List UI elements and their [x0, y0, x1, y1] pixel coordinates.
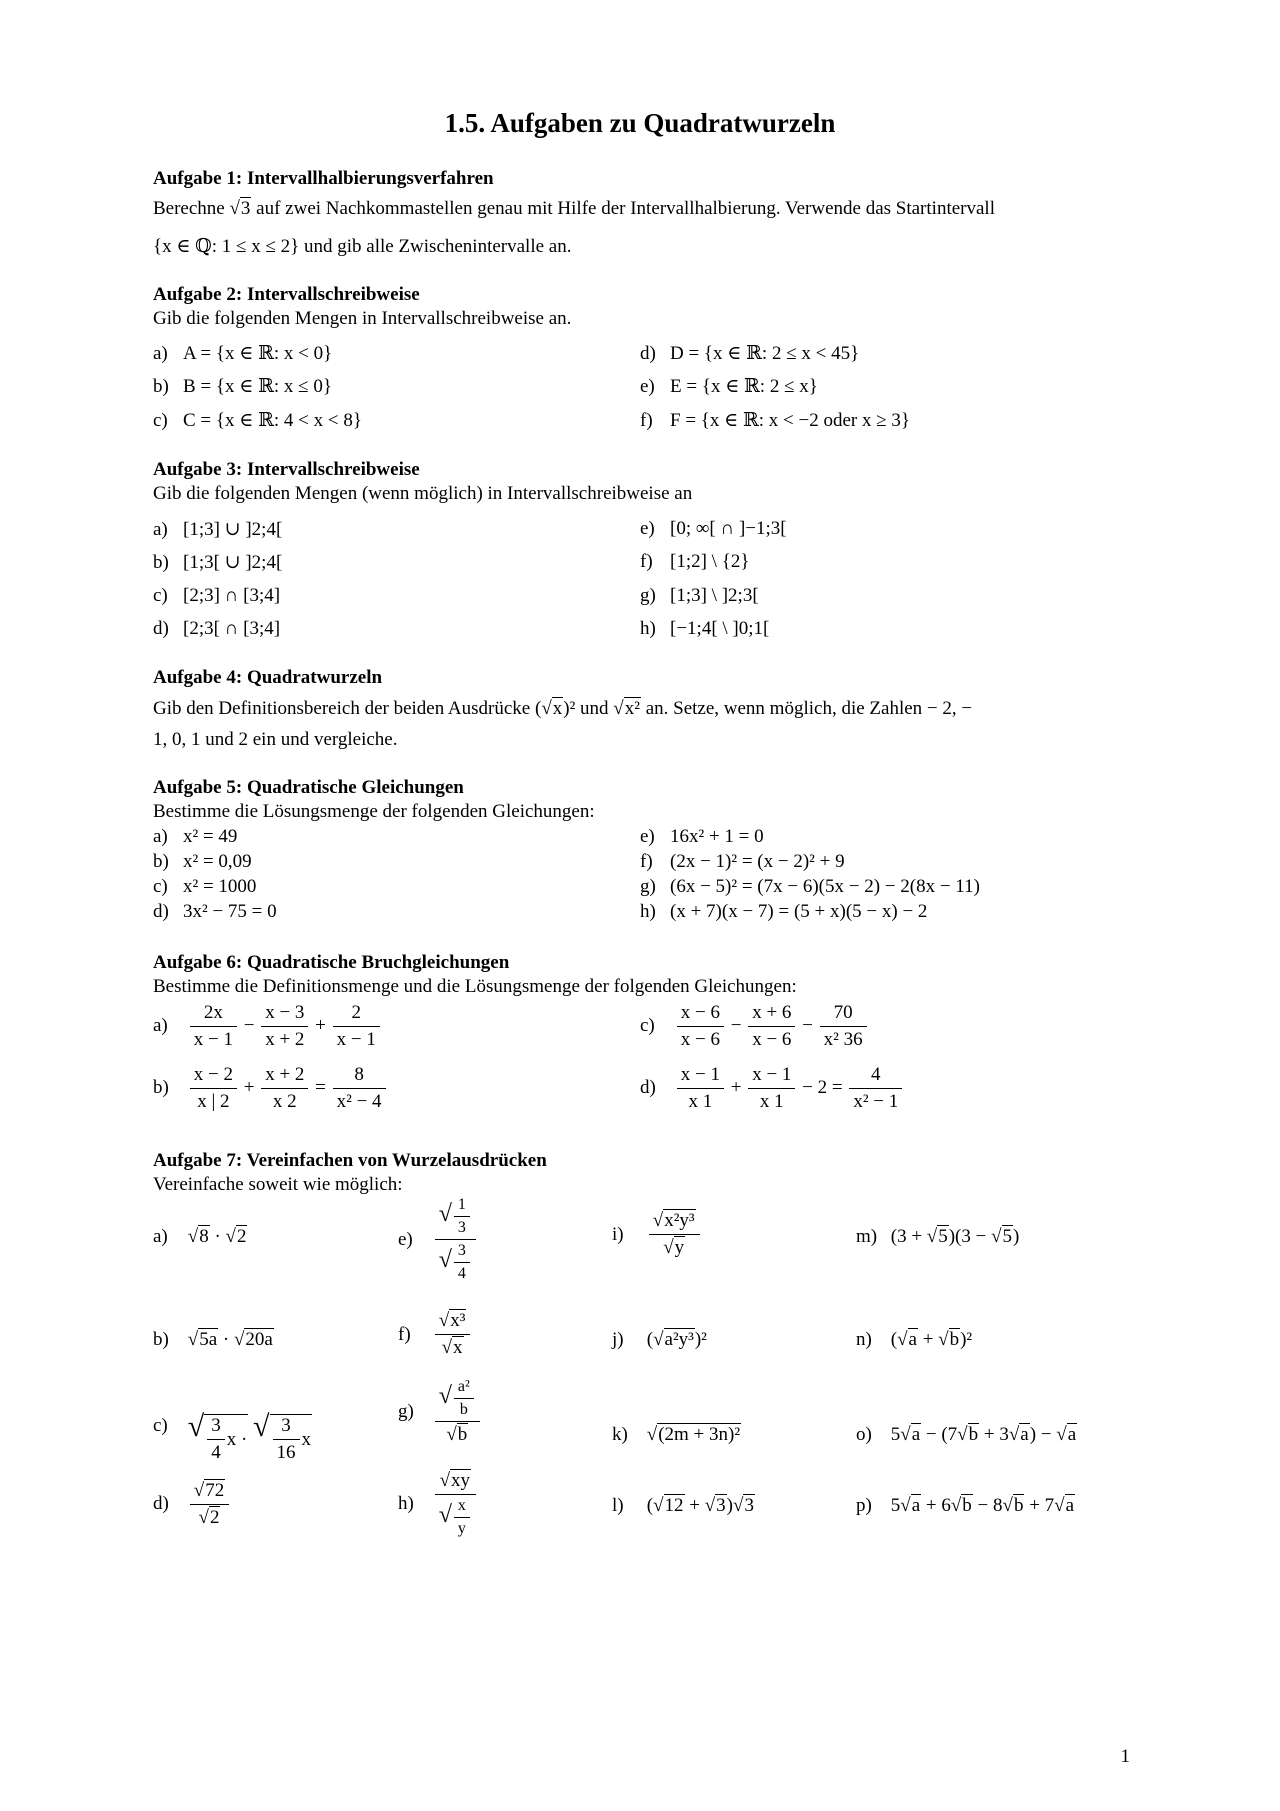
page-title: 1.5. Aufgaben zu Quadratwurzeln: [444, 108, 836, 138]
task-3-title: Aufgabe 3: Intervallschreibweise: [153, 459, 420, 480]
task-4-line-1: Gib den Definitionsbereich der beiden Ausdrücke (√x)² und √x² an. Setze, wenn möglich, die Zahlen − 2, −: [153, 698, 973, 719]
task-5-intro: Bestimme die Lösungsmenge der folgenden Gleichungen:: [153, 801, 595, 822]
task-5-item: g) (6x − 5)² = (7x − 6)(5x − 2) − 2(8x − 11): [640, 876, 980, 897]
task-7-intro: Vereinfache soweit wie möglich:: [153, 1174, 403, 1195]
task-7-item-o: o) 5√a − (7√b + 3√a) − √a: [856, 1424, 1077, 1445]
task-4-title: Aufgabe 4: Quadratwurzeln: [153, 667, 383, 688]
task-5-item: h) (x + 7)(x − 7) = (5 + x)(5 − x) − 2: [640, 901, 928, 922]
task-2-item: b) B = {x ∈ ℝ: x ≤ 0}: [153, 376, 332, 397]
task-7-item-p: p) 5√a + 6√b − 8√b + 7√a: [856, 1495, 1075, 1516]
task-4-line-2: 1, 0, 1 und 2 ein und vergleiche.: [153, 729, 398, 750]
task-5-title: Aufgabe 5: Quadratische Gleichungen: [153, 777, 464, 798]
task-5-item: d) 3x² − 75 = 0: [153, 901, 277, 922]
task-7-item-b: b) √5a · √20a: [153, 1329, 273, 1350]
task-2-item: d) D = {x ∈ ℝ: 2 ≤ x < 45}: [640, 343, 860, 364]
task-5-item: f) (2x − 1)² = (x − 2)² + 9: [640, 851, 845, 872]
task-3-item: a) [1;3] ∪ ]2;4[: [153, 519, 283, 540]
task-1-line-2: {x ∈ ℚ: 1 ≤ x ≤ 2} und gib alle Zwischenintervalle an.: [153, 236, 572, 257]
task-7-item-m: m) (3 + √5)(3 − √5): [856, 1226, 1020, 1247]
task-7-item-f: f) $\frac{\text{√x³}}{√x}$: [398, 1310, 472, 1359]
task-7-item-h: h) √xy √ $\frac{x}{y}$: [398, 1470, 478, 1538]
task-7-item-a: a) √8 · √2: [153, 1226, 247, 1247]
sqrt-x: √x: [541, 698, 563, 719]
task-3-item: g) [1;3] \ ]2;3[: [640, 585, 759, 606]
task-7-item-e: e) √ $\frac{1}{3}$ √ $\frac{3}{4}$: [398, 1196, 478, 1283]
task-7-item-l: l) (√12 + √3)√3: [612, 1495, 754, 1516]
task-6-equation-c: c) $\frac{x - 6}{x - 6}$ − $\frac{x + 6}{x - 6}$ − $\frac{70}{\text{x² 36}}$: [640, 1002, 869, 1051]
task-3-item: f) [1;2] \ {2}: [640, 551, 750, 572]
task-1-title: Aufgabe 1: Intervallhalbierungsverfahren: [153, 168, 494, 189]
task-6-title: Aufgabe 6: Quadratische Bruchgleichungen: [153, 952, 510, 973]
task-7-item-n: n) (√a + √b)²: [856, 1329, 973, 1350]
task-6-equation-b: b) $\frac{x - 2}{x | 2}$ + $\frac{x + 2}{x 2}$ = $\frac{8}{\text{x² − 4}}$: [153, 1064, 388, 1113]
task-3-item: h) [−1;4[ \ ]0;1[: [640, 618, 770, 639]
task-2-item: a) A = {x ∈ ℝ: x < 0}: [153, 343, 333, 364]
task-6-intro: Bestimme die Definitionsmenge und die Lösungsmenge der folgenden Gleichungen:: [153, 976, 797, 997]
task-2-intro: Gib die folgenden Mengen in Intervallschreibweise an.: [153, 308, 572, 329]
task-2-title: Aufgabe 2: Intervallschreibweise: [153, 284, 420, 305]
task-1-text-post: auf zwei Nachkommastellen genau mit Hilfe der Intervallhalbierung. Verwende das Startintervall: [256, 198, 995, 219]
task-7-title: Aufgabe 7: Vereinfachen von Wurzelausdrücken: [153, 1150, 547, 1171]
task-2-item: c) C = {x ∈ ℝ: 4 < x < 8}: [153, 410, 362, 431]
task-7-item-k: k) √(2m + 3n)²: [612, 1424, 741, 1445]
task-6-equation-d: d) $\frac{x - 1}{x 1}$ + $\frac{x - 1}{x 1}$ − 2 = $\frac{4}{\text{x² − 1}}$: [640, 1064, 904, 1113]
page-number: 1: [1120, 1746, 1130, 1767]
task-5-item: c) x² = 1000: [153, 876, 257, 897]
sqrt-3: √3: [229, 198, 251, 219]
task-7-item-d: d) $\frac{√72}{√2}$: [153, 1480, 231, 1529]
task-1-line-1: [153, 198, 995, 220]
task-7-item-g: g) √ $\frac{\text{a²}}{b}$ √b: [398, 1378, 482, 1446]
task-2-item: f) F = {x ∈ ℝ: x < −2 oder x ≥ 3}: [640, 410, 911, 431]
task-3-item: e) [0; ∞[ ∩ ]−1;3[: [640, 518, 787, 539]
task-5-item: b) x² = 0,09: [153, 851, 252, 872]
task-5-item: a) x² = 49: [153, 826, 238, 847]
task-3-item: b) [1;3[ ∪ ]2;4[: [153, 552, 283, 573]
task-3-item: d) [2;3[ ∩ [3;4]: [153, 618, 281, 639]
task-7-item-j: j) (√a²y³)²: [612, 1329, 707, 1350]
sqrt-x-squared: √x²: [613, 698, 640, 719]
task-3-item: c) [2;3] ∩ [3;4]: [153, 585, 281, 606]
task-7-item-i: i) $\frac{\text{√x²y³}}{√y}$: [612, 1210, 702, 1259]
task-5-item: e) 16x² + 1 = 0: [640, 826, 764, 847]
task-1-text-pre: Berechne: [153, 198, 225, 219]
task-7-item-c: c) √ $\frac{3}{4}$ x · √ $\frac{3}{16}$ x: [153, 1410, 312, 1464]
task-2-item: e) E = {x ∈ ℝ: 2 ≤ x}: [640, 376, 818, 397]
task-6-equation-a: a) $\frac{2x}{x - 1}$ − $\frac{x - 3}{x + 2}$ + $\frac{2}{x - 1}$: [153, 1002, 382, 1051]
task-3-intro: Gib die folgenden Mengen (wenn möglich) in Intervallschreibweise an: [153, 483, 693, 504]
